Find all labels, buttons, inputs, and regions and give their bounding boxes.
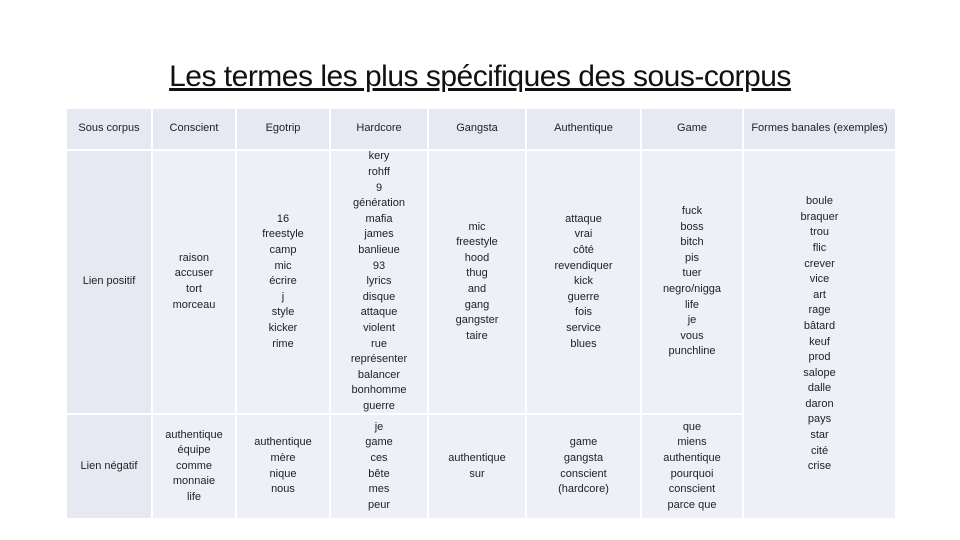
term: banlieue: [358, 244, 400, 257]
term: gangsta: [563, 451, 604, 464]
term: authentique: [254, 436, 312, 449]
term: punchline: [668, 345, 716, 358]
cell-positif-gangsta: [429, 151, 525, 413]
term: rohff: [368, 166, 390, 179]
term: gang: [464, 298, 490, 311]
cell-positif-game: [642, 151, 742, 413]
term: fuck: [681, 205, 703, 218]
header-sous-corpus: Sous corpus: [67, 109, 151, 149]
term: bonhomme: [351, 384, 407, 397]
term: monnaie: [172, 475, 216, 488]
term: attaque: [360, 306, 398, 319]
term: salope: [803, 366, 836, 379]
term: trou: [810, 226, 829, 239]
header-game: Game: [642, 109, 742, 149]
term: gangster: [455, 314, 499, 327]
term: pourquoi: [670, 467, 714, 480]
term: james: [364, 228, 394, 241]
term: bâtard: [803, 319, 836, 332]
term: boule: [806, 195, 833, 208]
term: attaque: [565, 212, 602, 225]
term: cité: [810, 444, 829, 457]
term: vrai: [574, 228, 593, 241]
term: tuer: [682, 267, 702, 280]
term: 16: [276, 212, 290, 225]
term: nique: [269, 467, 297, 480]
term: art: [813, 288, 826, 301]
term: je: [374, 420, 384, 433]
term: dalle: [807, 382, 832, 395]
term: miens: [677, 436, 707, 449]
term: rime: [272, 337, 294, 350]
term: mic: [274, 259, 292, 272]
term: authentique: [663, 451, 721, 464]
term: kick: [574, 275, 593, 288]
term: équipe: [177, 444, 211, 457]
term: and: [467, 283, 487, 295]
term: conscient: [668, 483, 716, 496]
term: morceau: [172, 298, 216, 311]
term: génération: [353, 197, 405, 210]
term: daron: [805, 397, 834, 410]
term: ces: [370, 451, 388, 464]
cell-positif-authentique: [527, 151, 640, 413]
term: vous: [680, 329, 704, 342]
cell-negatif-authentique: [527, 415, 640, 518]
term: boss: [680, 220, 704, 233]
term: authentique: [165, 428, 223, 441]
term: tort: [186, 283, 202, 295]
term: vice: [809, 273, 830, 286]
term: je: [687, 314, 697, 327]
term: mes: [368, 483, 390, 496]
cell-negatif-game: [642, 415, 742, 518]
term: conscient: [560, 467, 607, 480]
term: blues: [570, 337, 597, 350]
term: représenter: [350, 353, 408, 366]
term: prod: [808, 351, 831, 364]
term: écrire: [269, 275, 297, 288]
term: bitch: [680, 236, 704, 249]
term: game: [365, 436, 393, 449]
term: balancer: [357, 368, 401, 381]
cell-positif-egotrip: [237, 151, 329, 413]
term: mère: [270, 451, 296, 464]
term: kicker: [268, 321, 298, 334]
term: j: [281, 290, 285, 303]
term: mafia: [365, 212, 393, 225]
row-label-lien-negatif: Lien négatif: [67, 415, 151, 518]
term: raison: [179, 251, 209, 264]
term: crise: [807, 460, 832, 473]
term: guerre: [567, 290, 600, 303]
term: style: [271, 306, 295, 319]
term: comme: [175, 459, 213, 472]
term: fois: [574, 306, 593, 319]
cell-negatif-gangsta: [429, 415, 525, 518]
term: braquer: [800, 210, 839, 223]
cell-negatif-egotrip: [237, 415, 329, 518]
term: freestyle: [456, 236, 498, 249]
header-egotrip: Egotrip: [237, 109, 329, 149]
term: parce que: [667, 498, 717, 511]
header-formes-banales: Formes banales (exemples): [744, 109, 895, 149]
term: keuf: [809, 335, 830, 348]
term: rage: [808, 304, 831, 317]
term: 9: [375, 181, 383, 194]
term: negro/nigga: [662, 283, 722, 295]
term: life: [186, 490, 202, 503]
cell-positif-conscient: [153, 151, 235, 413]
cell-formes-banales: [744, 151, 895, 518]
specific-terms-table: [67, 109, 895, 518]
term: star: [810, 429, 829, 442]
term: service: [566, 321, 601, 334]
term: guerre: [363, 399, 395, 412]
term: thug: [466, 267, 488, 280]
term: camp: [269, 244, 297, 257]
term: taire: [466, 329, 488, 342]
term: accuser: [174, 267, 214, 280]
term: pis: [684, 251, 700, 264]
term: nous: [271, 483, 295, 496]
cell-negatif-hardcore: [331, 415, 427, 518]
term: peur: [367, 498, 391, 511]
cell-positif-hardcore: [331, 151, 427, 413]
term: sur: [469, 467, 485, 480]
term: (hardcore): [558, 483, 609, 496]
header-conscient: Conscient: [153, 109, 235, 149]
term: flic: [812, 241, 827, 254]
term: hood: [464, 251, 490, 264]
header-authentique: Authentique: [527, 109, 640, 149]
term: crever: [804, 257, 835, 270]
term: 93: [372, 259, 386, 272]
term: freestyle: [262, 228, 304, 241]
term: authentique: [448, 451, 506, 464]
term: mic: [468, 220, 486, 233]
slide-title: Les termes les plus spécifiques des sous-corpus: [169, 60, 791, 93]
term: violent: [363, 321, 395, 334]
term: disque: [362, 290, 396, 303]
term: revendiquer: [554, 259, 613, 272]
cell-negatif-conscient: [153, 415, 235, 518]
term: côté: [573, 244, 594, 257]
term: life: [684, 298, 700, 311]
term: bête: [368, 467, 390, 480]
term: kery: [368, 150, 390, 163]
term: game: [569, 436, 598, 449]
term: que: [682, 420, 702, 433]
term: rue: [371, 337, 387, 350]
term: lyrics: [366, 275, 392, 288]
header-gangsta: Gangsta: [429, 109, 525, 149]
row-label-lien-positif: Lien positif: [67, 151, 151, 413]
term: pays: [807, 413, 832, 426]
header-hardcore: Hardcore: [331, 109, 427, 149]
